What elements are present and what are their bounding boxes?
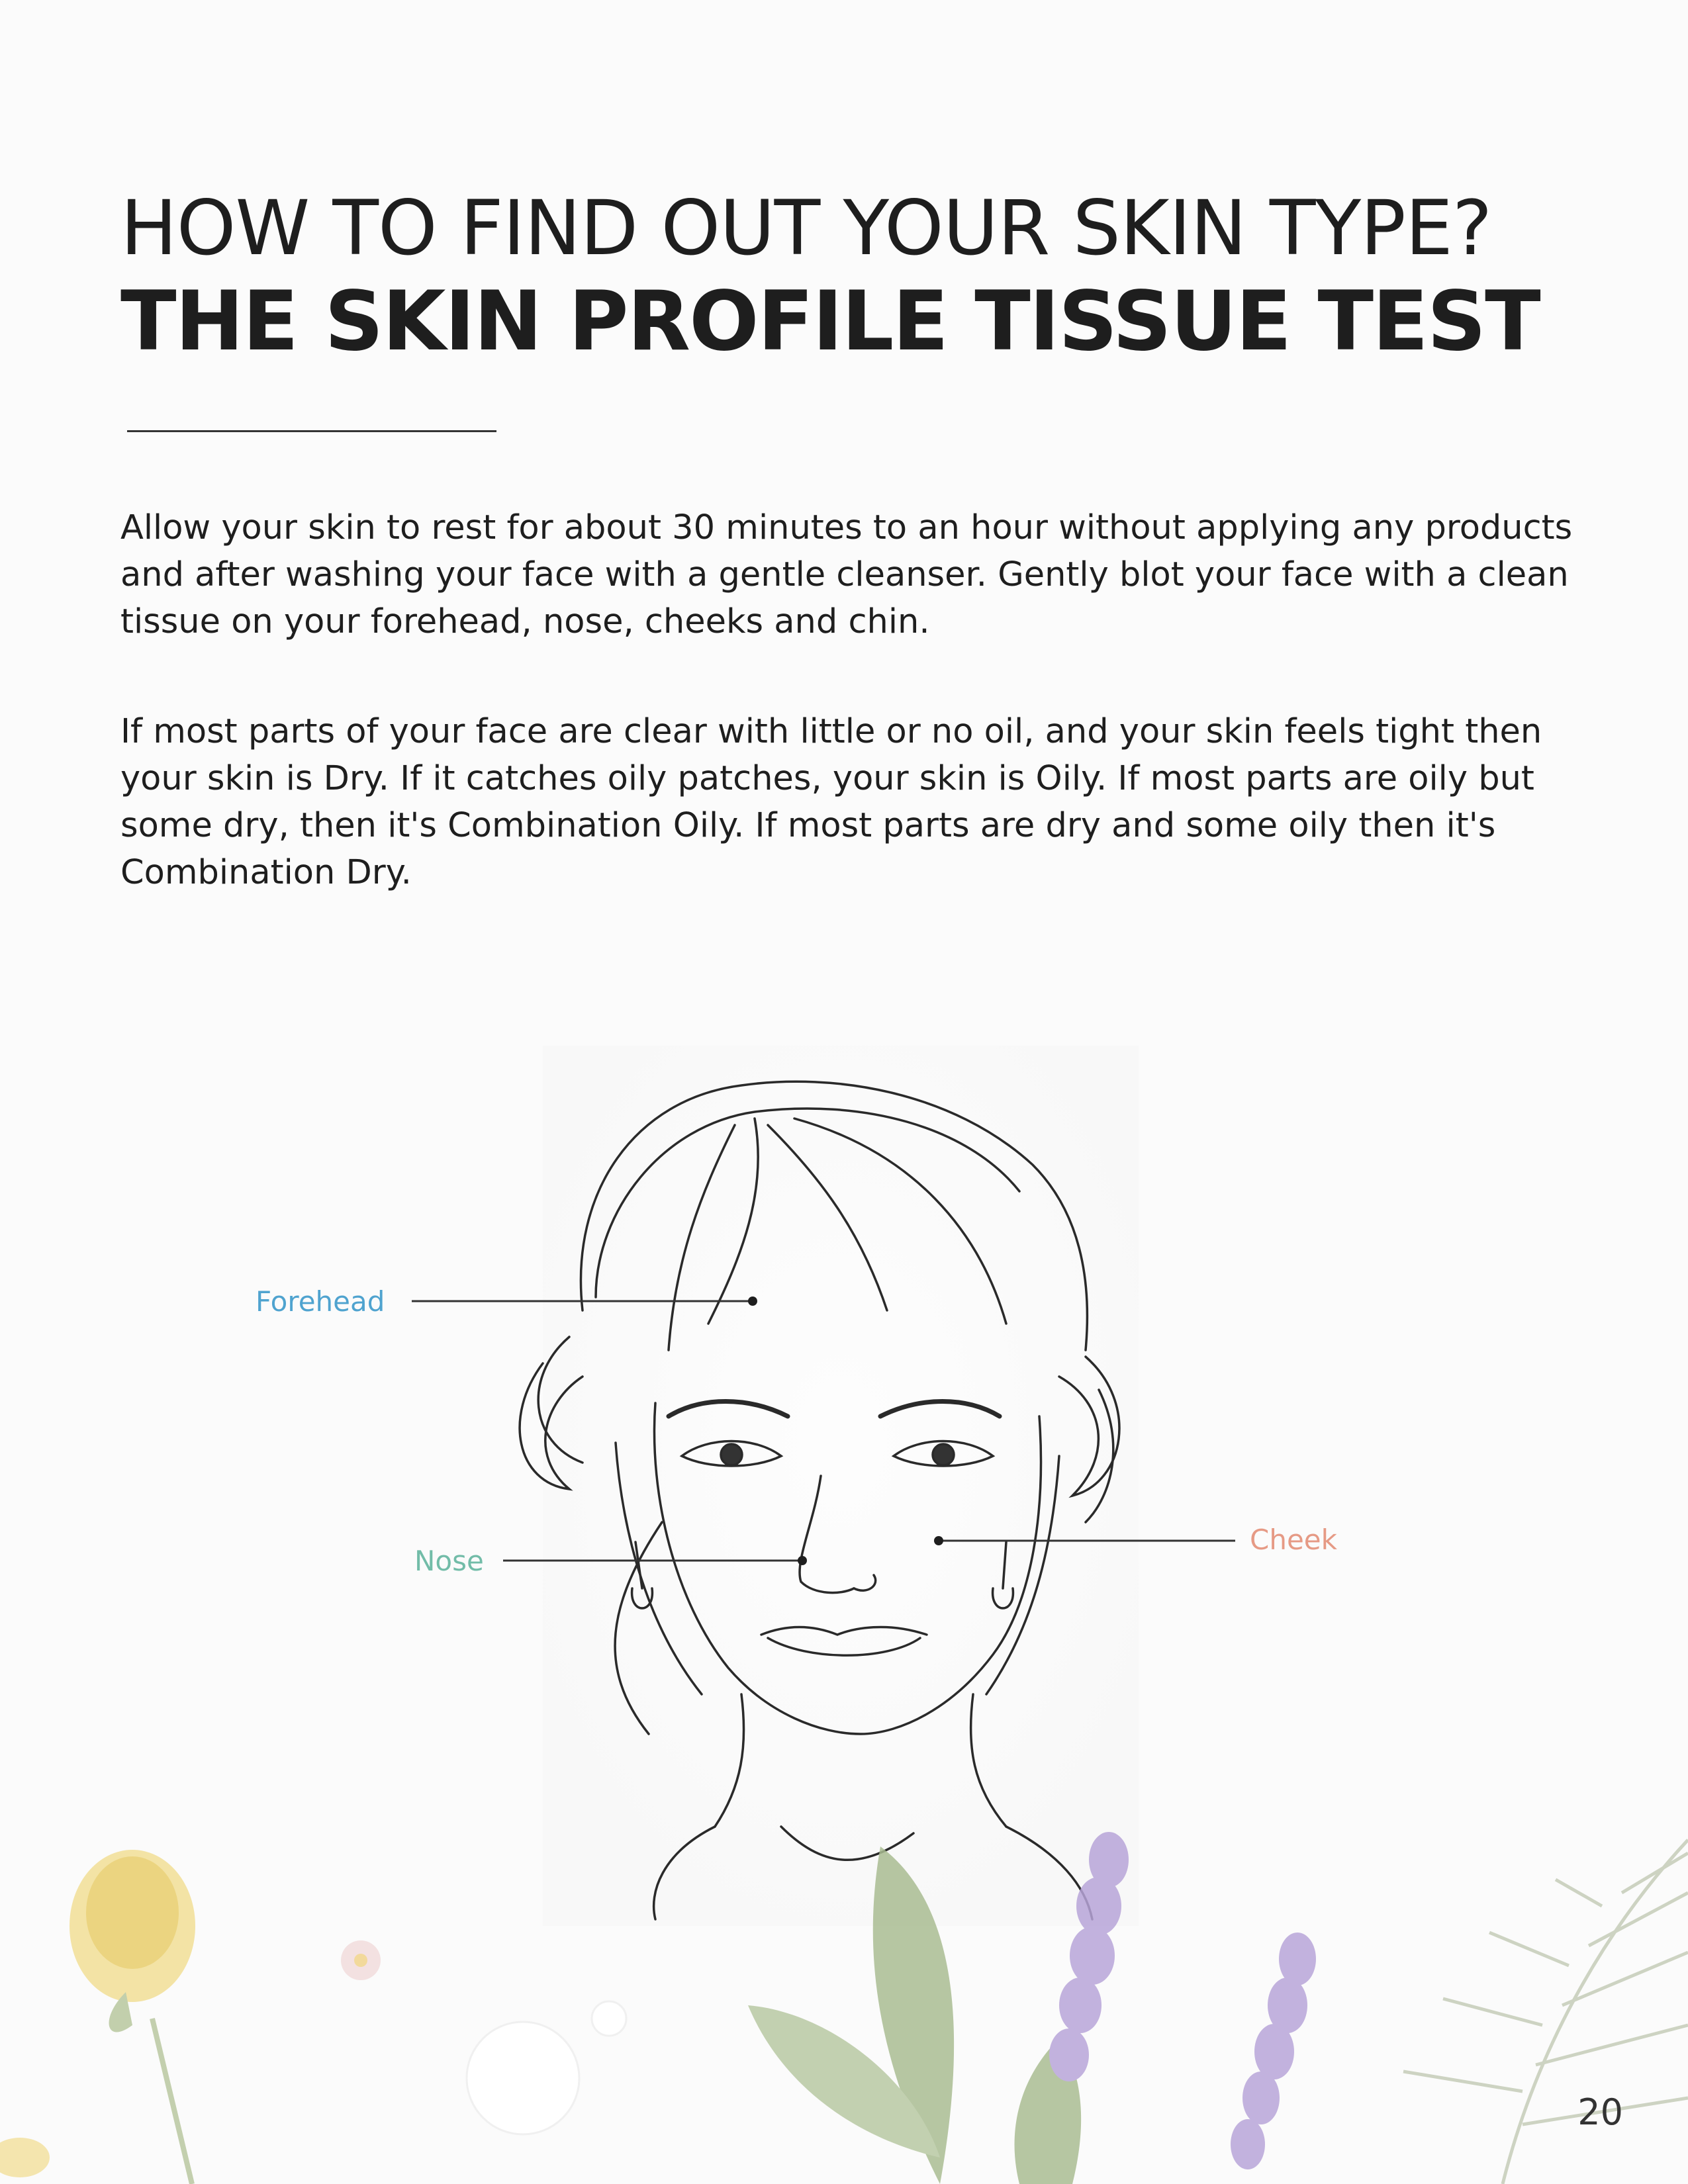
title-divider	[127, 430, 496, 432]
forehead-label: Forehead	[256, 1285, 385, 1318]
face-sketch-illustration	[0, 1032, 1688, 2184]
cheek-dot	[934, 1536, 943, 1545]
instructions-paragraph: Allow your skin to rest for about 30 minutes to an hour without applying any products and after washing your face with a gentle cleanser. Gently blot your face with a clean tissue on your forehead, nose, cheeks and chin.	[120, 508, 1573, 641]
nose-label: Nose	[414, 1545, 484, 1577]
page-title-test: THE SKIN PROFILE TISSUE TEST	[120, 274, 1540, 369]
page-title-question: HOW TO FIND OUT YOUR SKIN TYPE?	[120, 184, 1492, 272]
page-number: 20	[1577, 2091, 1623, 2133]
results-paragraph: If most parts of your face are clear with little or no oil, and your skin feels tight then your skin is Dry. If it catches oily patches, your skin is Oily. If most parts are oily but some dry, then it's Combination Oily. If most parts are dry and some oily then it's Combination Dry.	[120, 712, 1542, 892]
forehead-dot	[748, 1297, 757, 1306]
nose-dot	[798, 1556, 807, 1565]
cheek-label: Cheek	[1250, 1524, 1337, 1556]
